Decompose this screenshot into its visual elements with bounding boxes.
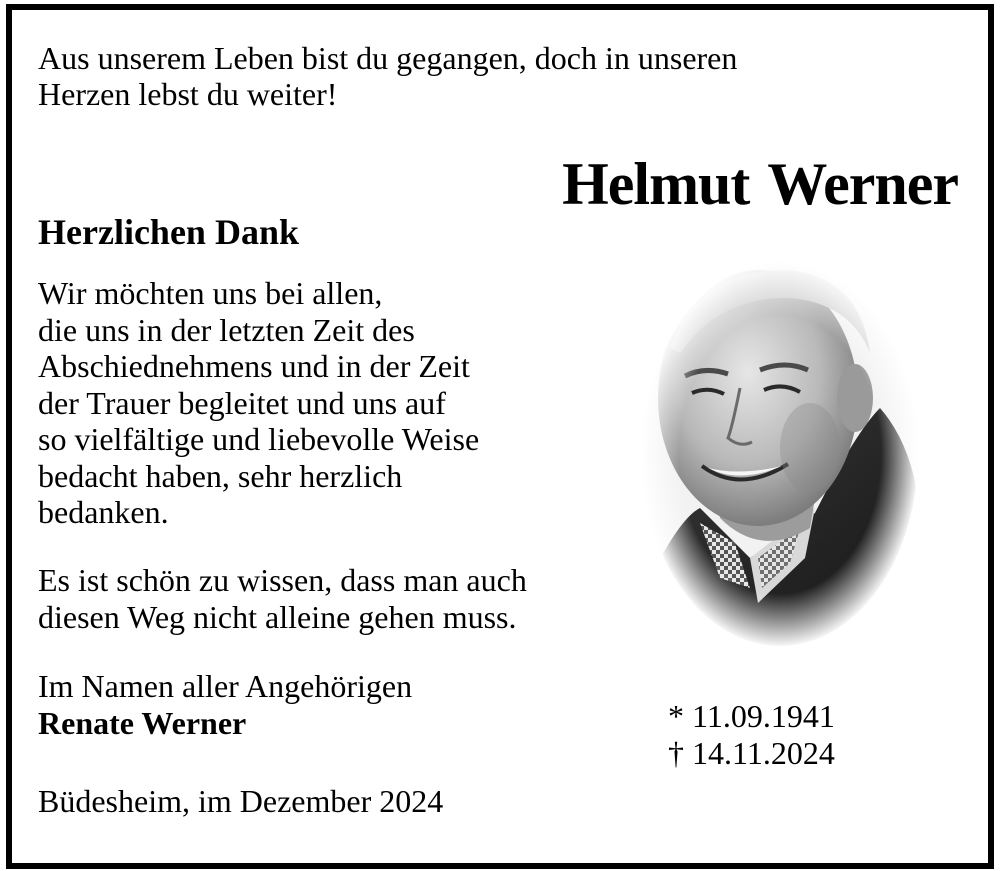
deceased-name (548, 150, 958, 218)
motto-line-2: Herzen lebst du weiter! (38, 76, 338, 112)
portrait-photo-icon (640, 258, 920, 650)
thanks-line: der Trauer begleitet und uns auf (38, 384, 446, 421)
life-dates (668, 698, 835, 771)
signoff (38, 668, 412, 741)
closing-line: Es ist schön zu wissen, dass man auch (38, 562, 527, 598)
place-date: Büdesheim, im Dezember 2024 (38, 783, 444, 819)
closing-text (38, 562, 578, 635)
closing-line: diesen Weg nicht alleine gehen muss. (38, 598, 517, 635)
thanks-body (38, 275, 558, 531)
thanks-line: bedanken. (38, 494, 169, 530)
memorial-motto (38, 40, 818, 112)
motto-line-1: Aus unserem Leben bist du gegangen, doch in unseren (38, 40, 738, 76)
thanks-line: bedacht haben, sehr herzlich (38, 457, 403, 494)
deceased-last-name: Werner (767, 151, 958, 217)
thanks-line: Wir möchten uns bei allen, (38, 275, 383, 311)
signoff-name: Renate Werner (38, 704, 247, 741)
thanks-line: Abschiednehmens und in der Zeit (38, 348, 470, 384)
signoff-intro: Im Namen aller Angehörigen (38, 668, 413, 704)
thanks-title: Herzlichen Dank (38, 212, 299, 252)
birth-date: * 11.09.1941 (668, 698, 835, 734)
death-date: † 14.11.2024 (668, 734, 835, 771)
thanks-line: so vielfältige und liebevolle Weise (38, 421, 480, 457)
deceased-first-name: Helmut (562, 151, 750, 217)
thanks-line: die uns in der letzten Zeit des (38, 311, 415, 348)
